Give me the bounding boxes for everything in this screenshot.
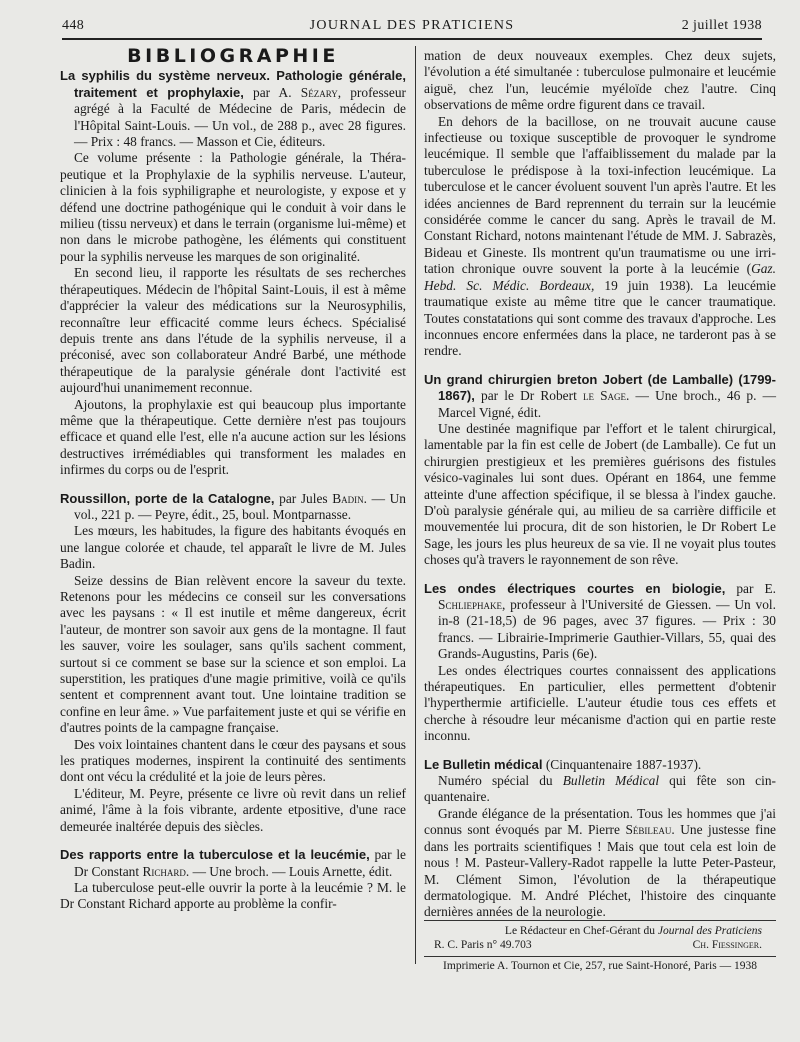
entry-author: Schliephake,	[438, 597, 506, 612]
paragraph: Grande élégance de la présentation. Tous les hommes que j'ai connus sont évoqués par M. Pierre Sébileau. Une justesse fine dans les portraits scientifiques ! Mais que tout cela est loin de nous ! M. Pasteur-Vallery-Radot rappelle la lutte Peter-Pasteur, M. Clément Simon, l'évolution de la thérapeutique dermatologique. M. André Pléchet, l'histoire des cinquante dernières années de la neurologie.	[424, 805, 776, 920]
entry-heading-ondes: Les ondes électriques courtes en biologie, par E. Schliephake, professeur à l'Université de Giessen. — Un vol. in-8 (21-18,5) de 96 pages, avec 37 figures. — Prix : 30 francs. — Librairie-Imprimerie Gauthier-Villars, 55, quai des Grands-Augustins, Paris (6e).	[424, 580, 776, 662]
entry-author: Badin.	[332, 490, 368, 506]
paragraph: Ce volume présente : la Pathologie générale, la Thérapeutique et la Prophylaxie de la syphilis nerveuse. L'auteur, clinicien à la fois syphiligraphe et neurologiste, y expose et y défend une doctrine pathogénique qui le conduit à voir dans le milieu (tissu nerveux) et dans le terrain (organisme lui-même) et non dans le microbe pathogène, les éléments qui constituent pour la syphilis nerveuse les marques de son originalité.	[60, 150, 406, 264]
entry-title: La syphilis du système nerveux. Pathologie générale, traitement et prophylaxie,	[60, 68, 406, 100]
paragraph: Les mœurs, les habitudes, la figure des habitants évoqués en une langue colorée et chaude, tel apparaît le livre de M. Jules Badin.	[60, 523, 406, 572]
paragraph: Des voix lointaines chantent dans le cœur des paysans et sous les pratiques modernes, inspirent la continuité des sentiments dont ont vécu la crédulité et la joie de leurs pères.	[60, 736, 406, 785]
entry-heading-roussillon: Roussillon, porte de la Catalogne, par Jules Badin. — Un vol., 221 p. — Peyre, édit., 25, boul. Montparnasse.	[60, 490, 406, 522]
paragraph: En dehors de la bacillose, on ne trouvait aucune cause infectieuse ou toxique susceptible de provoquer le syndrome leucémique. Il semble que l'affaiblissement du malade par la tuberculose le prédispose à la toxi-infection leucémique. La tuberculose et le cancer évoluent souvent l'un après l'autre. Et les idées anciennes de Bard reprennent du terrain sur la leucémie considérée comme le cancer du sang. Après le travail de M. Constant Richard, notons maintenant l'étude de MM. J. Sabrazès, Bideau et Gineste. Ils montrent qu'un traumatisme ou une irritation chronique ouvre souvent la porte à la leucémie (Gaz. Hebd. Sc. Médic. Bordeaux, 19 juin 1938). La leucémie traumatique existe au même titre que le cancer traumatique. Toutes constatations qui sont comme des travaux d'approche. Les inconnues encore enfermées dans la place, ne tarderont pas à se rendre.	[424, 113, 776, 359]
entry-title: Roussillon, porte de la Catalogne,	[60, 490, 275, 506]
entry-author: le Sage.	[582, 388, 630, 404]
page-header	[62, 14, 762, 38]
entry-heading-syphilis: La syphilis du système nerveux. Pathologie générale, traitement et prophylaxie, par A. Sézary, professeur agrégé à la Faculté de Médecine de Paris, médecin de l'Hôpital Saint-Louis. — Un vol., de 288 p., avec 28 figures. — Prix : 48 francs. — Masson et Cie, éditeurs.	[60, 68, 406, 150]
entry-author: Richard.	[142, 863, 190, 879]
paragraph: Ajoutons, la prophylaxie est qui beaucoup plus importante même que la thérapeutique. Cette dernière n'est pas toujours efficace et quand elle l'est, elle n'a aucune action sur les lésions destructives irrémédiables qui transforment les malades en infirmes du corps ou de l'esprit.	[60, 396, 406, 478]
citation: Gaz. Hebd. Sc. Médic. Bordeaux,	[424, 261, 776, 293]
issue-date: 2 juillet 1938	[681, 18, 762, 33]
printer-imprint: Imprimerie A. Tournon et Cie, 257, rue Saint-Honoré, Paris — 1938	[424, 956, 776, 973]
paragraph: La tuberculose peut-elle ouvrir la porte à la leucémie ? M. le Dr Constant Richard apporte au problème la confir-	[60, 879, 406, 912]
paragraph: Seize dessins de Bian relèvent encore la saveur du texte. Retenons pour les médecins ce conseil sur les conversations avec les paysans : « Il est inutile et même dangereux, écrit l'auteur, de montrer son savoir aux gens de la montagne. Il faut les sauver, voire les soulager, sans qu'ils sachent comment, surtout si ce comment se base sur la science et son emploi. La superstition, les pratiques d'une magie primitive, voilà ce qu'ils sentent et comprennent avant tout. Une lointaine tradition se confine en leur âme. » Vue parfaitement juste et qui se vérifie en d'autres points de la campagne française.	[60, 572, 406, 736]
editor-footer	[424, 920, 776, 953]
paragraph: En second lieu, il rapporte les résultats de ses recherches thérapeutiques. Médecin de l'hôpital Saint-Louis, il est à même d'apprécier la valeur des médications sur la Neurosyphilis, reconnaître leur efficacité comme leurs échecs. Spécialisé depuis trente ans dans l'étude de la syphilis nerveuse, il a préconisé, avec son collaborateur André Barbé, une méthode thérapeutique de la paralysie générale dont l'activité est aujourd'hui unanimement reconnue.	[60, 265, 406, 396]
registry-number: R. C. Paris n° 49.703	[434, 939, 532, 951]
header-rule	[62, 38, 762, 40]
page-number: 448	[62, 18, 85, 33]
entry-heading-jobert: Un grand chirurgien breton Jobert (de Lamballe) (1799-1867), par le Dr Robert le Sage. — Une broch., 46 p. — Marcel Vigné, édit.	[424, 371, 777, 420]
paragraph: L'éditeur, M. Peyre, présente ce livre où revit dans un relief animé, l'âme à la fois vibrante, ardente etpositive, d'une race demeurée inaltérée depuis des siècles.	[60, 785, 406, 834]
entry-title: Des rapports entre la tuberculose et la leucémie,	[60, 847, 370, 863]
entry-heading-bulletin: Le Bulletin médical (Cinquantenaire 1887-1937).	[424, 756, 702, 772]
entry-title: Le Bulletin médical	[424, 756, 543, 772]
left-column	[60, 45, 406, 913]
editor-line: Le Rédacteur en Chef-Gérant du Journal des Praticiens	[504, 925, 762, 937]
paragraph-continued: mation de deux nouveaux exemples. Chez deux sujets, l'évolution a été simultanée : tuberculose pulmonaire et leucémie aiguë, chez l'un, leucémie myéloïde chez l'autre. Cinq observations de même ordre figurent dans ce travail.	[424, 48, 776, 113]
journal-title: JOURNAL DES PRATICIENS	[309, 18, 515, 33]
entry-title: Les ondes électriques courtes en biologie,	[424, 580, 726, 596]
column-divider	[415, 46, 416, 964]
paragraph: Une destinée magnifique par l'effort et le talent chirurgical, lamentable par la fin est celle de Jobert (de Lamballe). Ce fut un chirurgien prestigieux et les premières guérisons des fistules vésico-vaginales lui sont dues. Opérant en 1864, une femme atteinte d'une affection spécifique, il se blessa à l'index gauche. D'où paralysie générale qui, au milieu de sa carrière difficile et mouvementée lui procura, dit de son historien, le Dr Robert Le Sage, les jours les plus heureux de sa vie. Il ne voyait plus toutes choses qu'à travers le rayonnement de son rêve.	[424, 420, 776, 568]
paragraph: Numéro spécial du Bulletin Médical qui fête son cinquantenaire.	[424, 773, 776, 805]
right-column	[424, 48, 776, 921]
entry-author: Sézary,	[300, 84, 342, 100]
entry-heading-tuberculose: Des rapports entre la tuberculose et la leucémie, par le Dr Constant Richard. — Une broch. — Louis Arnette, édit.	[60, 847, 406, 879]
entry-title: Un grand chirurgien breton Jobert (de Lamballe) (1799-1867),	[424, 371, 776, 404]
signer: Ch. Fiessinger.	[692, 939, 762, 951]
section-title: BIBLIOGRAPHIE	[127, 45, 339, 67]
paragraph: Les ondes électriques courtes connaissent des applications thérapeutiques. En particulier, elles permettent d'obtenir l'hyperthermie artificielle. L'auteur étudie tous ces effets et cherche à résoudre leur mécanisme d'action qui en partie reste inconnu.	[424, 662, 776, 744]
registry-line	[424, 938, 776, 953]
